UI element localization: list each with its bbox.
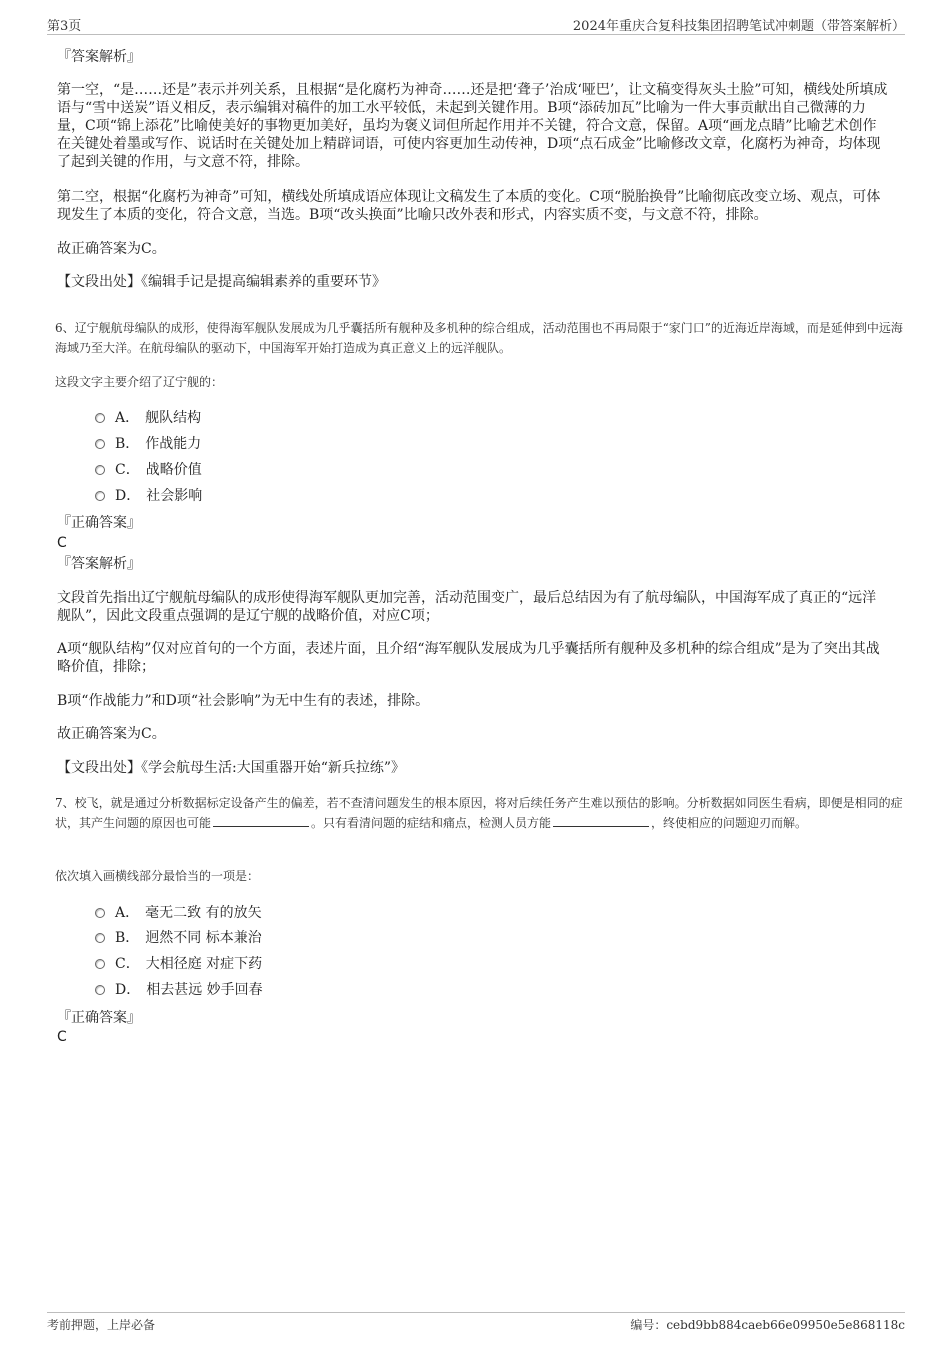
analysis-paragraph: 文段首先指出辽宁舰航母编队的成形使得海军舰队更加完善，活动范围变广，最后总结因为有了航母编队，中国海军成了真正的“远洋舰队”，因此文段重点强调的是辽宁舰的战略价值，对应C项； [57, 590, 877, 624]
option-text: 毫无二致 有的放矢 [145, 905, 262, 921]
option-letter: A． [115, 410, 140, 426]
question-prompt: 这段文字主要介绍了辽宁舰的： [55, 375, 224, 389]
analysis-paragraph: B项“作战能力”和D项“社会影响”为无中生有的表述，排除。 [57, 693, 430, 709]
analysis-paragraph: 第二空，根据“化腐朽为神奇”可知，横线处所填成语应体现让文稿发生了本质的变化。C项“脱胎换骨”比喻彻底改变立场、观点，可体现发生了本质的变化，符合文意，当选。B项“改头换面”比喻只改外表和形式，内容实质不变，与文意不符，排除。 [57, 189, 881, 223]
analysis-label: 『答案解析』 [57, 49, 141, 65]
radio-button-icon[interactable] [95, 933, 105, 943]
stem-text: 。只有看清问题的症结和痛点，检测人员方能 [311, 816, 552, 830]
option-text: 迥然不同 标本兼治 [145, 930, 262, 946]
option-text: 相去甚远 妙手回春 [146, 982, 263, 998]
radio-button-icon[interactable] [95, 465, 105, 475]
correct-answer: C [57, 1029, 67, 1045]
option-letter: A． [115, 905, 140, 921]
option-letter: B． [115, 930, 140, 946]
option-d[interactable] [95, 980, 263, 1000]
footer-slogan: 考前押题，上岸必备 [47, 1318, 156, 1332]
radio-button-icon[interactable] [95, 413, 105, 423]
analysis-label: 『答案解析』 [57, 556, 141, 572]
radio-button-icon[interactable] [95, 959, 105, 969]
question-stem: 6、辽宁舰航母编队的成形，使得海军舰队发展成为几乎囊括所有舰种及多机种的综合组成，活动范围也不再局限于“家门口”的近海近岸海域，而是延伸到中远海海域乃至大洋。在航母编队的驱动下，中国海军开始打造成为真正意义上的远洋舰队。 [55, 321, 903, 355]
option-a[interactable] [95, 903, 262, 923]
radio-button-icon[interactable] [95, 439, 105, 449]
page-number: 第3页 [47, 19, 82, 34]
document-title: 2024年重庆合复科技集团招聘笔试冲刺题（带答案解析） [572, 19, 905, 34]
option-letter: D． [115, 982, 141, 998]
conclusion: 故正确答案为C。 [57, 726, 166, 742]
option-b[interactable] [95, 434, 201, 454]
document-id: 编号：cebd9bb884caeb66e09950e5e868118c [630, 1318, 905, 1332]
fill-blank [553, 814, 649, 827]
option-text: 舰队结构 [145, 410, 202, 426]
source-citation: 【文段出处】《编辑手记是提高编辑素养的重要环节》 [57, 274, 386, 290]
stem-text: 7、校飞，就是通过分析数据标定设备产生的偏差，若不查清问题发生的根本原因，将对后续任务产生难以预估的影响。分析数据如同医生看病，即便是相同的症状，其产生问题的原因也可能 [55, 796, 903, 830]
option-b[interactable] [95, 928, 262, 948]
page-footer [47, 1312, 905, 1332]
option-text: 社会影响 [146, 488, 203, 504]
option-c[interactable] [95, 954, 262, 974]
option-a[interactable] [95, 408, 201, 428]
radio-button-icon[interactable] [95, 985, 105, 995]
correct-answer: C [57, 535, 67, 551]
radio-button-icon[interactable] [95, 491, 105, 501]
correct-answer-label: 『正确答案』 [57, 515, 141, 531]
analysis-paragraph: 第一空，“是……还是”表示并列关系，且根据“是化腐朽为神奇……还是把‘聋子’治成‘哑巴’，让文稿变得灰头土脸”可知，横线处所填成语与“雪中送炭”语义相反，表示编辑对稿件的加工水平较低，未起到关键作用。B项“添砖加瓦”比喻为一件大事贡献出自己微薄的力量，C项“锦上添花”比喻使美好的事物更加美好，虽均为褒义词但所起作用并不关键，符合文意，保留。A项“画龙点睛”比喻艺术创作在关键处着墨或写作、说话时在关键处加上精辟词语，可使内容更加生动传神，D项“点石成金”比喻修改文章，化腐朽为神奇，均体现了起到关键的作用，与文意不符，排除。 [57, 82, 888, 170]
radio-button-icon[interactable] [95, 908, 105, 918]
option-text: 作战能力 [145, 436, 202, 452]
question-prompt: 依次填入画横线部分最恰当的一项是： [55, 869, 260, 883]
option-letter: C． [115, 462, 140, 478]
fill-blank [213, 814, 309, 827]
option-text: 战略价值 [145, 462, 202, 478]
page-header [47, 12, 905, 35]
option-letter: C． [115, 956, 140, 972]
option-d[interactable] [95, 486, 202, 506]
option-letter: D． [115, 488, 141, 504]
source-citation: 【文段出处】《学会航母生活:大国重器开始“新兵拉练”》 [57, 760, 406, 776]
option-text: 大相径庭 对症下药 [145, 956, 263, 972]
option-letter: B． [115, 436, 140, 452]
question-stem [55, 793, 903, 833]
option-c[interactable] [95, 460, 202, 480]
stem-text: ，终使相应的问题迎刃而解。 [651, 816, 808, 830]
correct-answer-label: 『正确答案』 [57, 1010, 141, 1026]
analysis-paragraph: A项“舰队结构”仅对应首句的一个方面，表述片面，且介绍“海军舰队发展成为几乎囊括所有舰种及多机种的综合组成”是为了突出其战略价值，排除； [57, 641, 880, 675]
conclusion: 故正确答案为C。 [57, 241, 166, 257]
